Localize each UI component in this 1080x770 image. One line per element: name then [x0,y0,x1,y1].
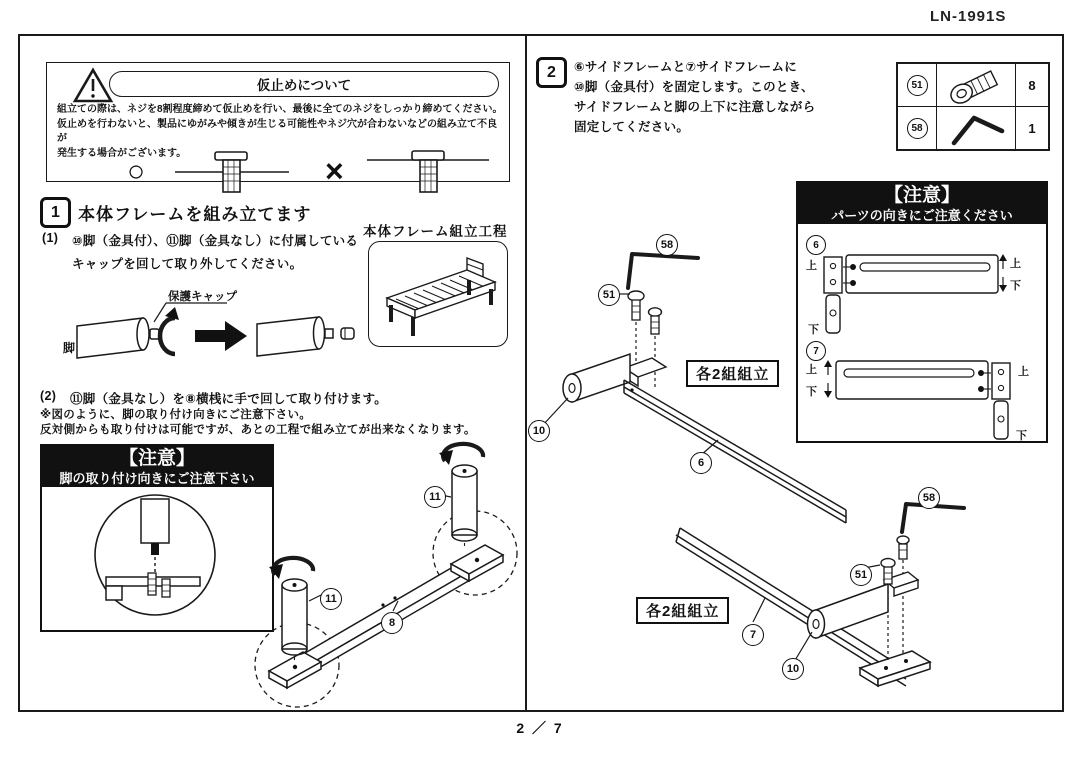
page-number: 2 ／ 7 [516,720,564,736]
bolt-icon [944,67,1008,103]
down-label: 下 [808,324,819,336]
part-id-58: 58 [907,118,928,139]
hex-key-icon [944,110,1008,146]
step1-item2-prefix: (2) [40,389,57,403]
direction-arrow [195,321,247,351]
leg-right [452,465,477,549]
rotate-arrow [160,318,175,354]
leg-orientation-caution [40,444,274,632]
label-frame-6-mid: 6 [690,452,712,474]
label-leg-10-mid: 10 [528,420,550,442]
ok-symbol: ○ [127,155,146,188]
frame-process-box [368,241,508,347]
model-number: LN-1991S [930,8,1007,25]
assembly-note-bottom: 各2組組立 [636,597,729,624]
bed-frame-icon [377,248,499,340]
label-leg-11-left: 11 [320,588,342,610]
label-rail-8: 8 [381,612,403,634]
label-frame-6: 6 [806,235,826,255]
notice-line-3: 発生する場合がございます。 [57,147,187,159]
notice-line-1: 組立ての際は、ネジを8割程度締めて仮止めを行い、最後に全てのネジをしっかり締めてください。 [57,104,503,115]
down-label: 下 [1016,430,1027,442]
ng-symbol: × [325,153,344,189]
leg-label: 脚 [63,341,76,355]
step1-item1-line2: キャップを回して取り外してください。 [72,257,303,271]
assembly-note-mid: 各2組組立 [686,360,779,387]
step2-line2: ⑩脚（金具付）を固定します。このとき、 [574,80,814,94]
column-divider [525,34,527,710]
part-id-51: 51 [907,75,928,96]
caution-subtitle: 脚の取り付け向きにご注意下さい [59,471,255,486]
label-frame-7-bottom: 7 [742,624,764,646]
notice-line-2: 仮止めを行わないと、製品にゆがみや傾きが生じる可能性やネジ穴が合わないなどの組み立て不良が [57,118,497,144]
label-leg-11-right: 11 [424,486,446,508]
ok-ng-screw-diagram [57,149,497,195]
caution-title: 【注意】 [118,448,195,469]
step1-item1-prefix: (1) [42,231,59,245]
leg-with-cap [77,318,159,358]
label-hexkey-58-bottom: 58 [918,487,940,509]
part-qty-58: 1 [1028,120,1036,136]
parts-table [896,62,1050,151]
warning-triangle-icon [73,68,113,104]
label-frame-7: 7 [806,341,826,361]
parts-row-58 [898,106,1048,149]
up-label: 上 [1010,258,1021,270]
caution-subtitle-right: パーツの向きにご注意ください [831,208,1013,223]
part-qty-51: 8 [1028,77,1036,93]
step1-title: 本体フレームを組み立てます [78,205,312,224]
step2-number: 2 [536,57,567,88]
down-label: 下 [1010,280,1021,292]
step1-item1-line1: ⑩脚（金具付）、⑪脚（金具なし）に付属している [72,234,359,248]
up-label: 上 [806,260,817,272]
frame7-assembly-diagram [598,470,1060,705]
protective-cap-label: 保護キャップ [168,291,237,303]
parts-row-51 [898,64,1048,106]
caution-header-right [798,183,1046,224]
up-label: 上 [1018,366,1029,378]
notice-title: 仮止めについて [109,71,499,97]
cap-removal-diagram [55,288,355,380]
down-label: 下 [806,386,817,398]
label-screw-51-bottom: 51 [850,564,872,586]
leg-screw-detail-diagram [42,489,268,625]
caution-header [42,446,272,487]
step2-line3: サイドフレームと脚の上下に注意しながら [574,100,816,114]
rail-leg-assembly-diagram [245,433,523,711]
caution-title-right: 【注意】 [883,185,960,206]
step2-line1: ⑥サイドフレームと⑦サイドフレームに [574,60,798,74]
up-label: 上 [806,364,817,376]
leg-left [282,579,307,663]
label-hexkey-58-mid: 58 [656,234,678,256]
step1-item2-line2: ※図のように、脚の取り付け向きにご注意下さい。 [40,409,312,421]
frame-process-label: 本体フレーム組立工程 [363,224,508,239]
label-leg-10-bottom: 10 [782,658,804,680]
step1-item2-line3: 反対側からも取り付けは可能ですが、あとの工程で組み立てが出来なくなります。 [40,424,476,436]
temp-fastening-notice [46,62,510,189]
label-screw-51-mid: 51 [598,284,620,306]
step1-item2-line1: ⑪脚（金具なし）を⑧横桟に手で回して取り付けます。 [70,392,388,406]
removed-cap [341,328,354,339]
leg-without-cap [257,317,333,356]
step2-line4: 固定してください。 [574,120,690,134]
step1-number: 1 [40,197,71,228]
